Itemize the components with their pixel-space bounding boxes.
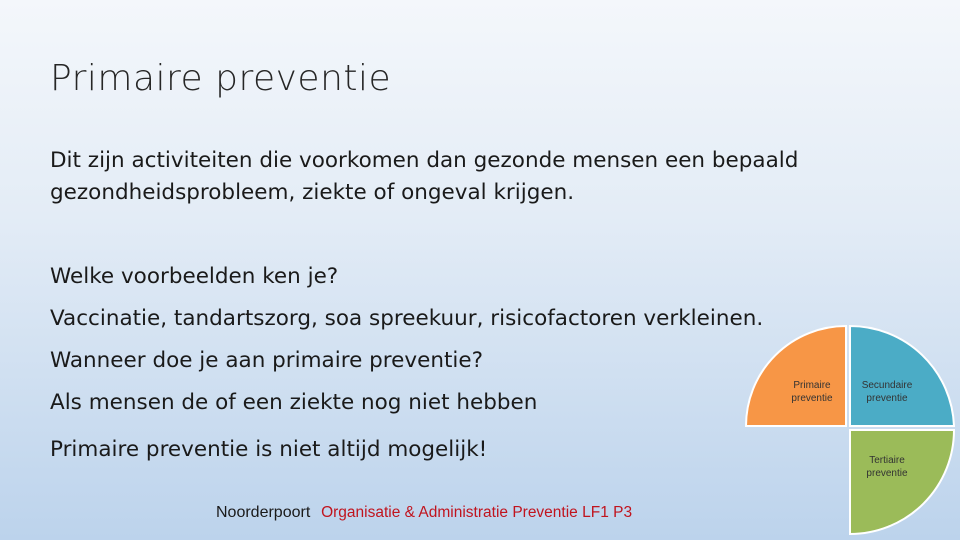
intro-line: Dit zijn activiteiten die voorkomen dan gezonde mensen een bepaald <box>50 148 799 173</box>
quadrant-tertiaire-label-2: preventie <box>866 468 908 479</box>
quadrant-primaire-label-1: Primaire <box>793 380 831 391</box>
quadrant-tertiaire-label-1: Tertiaire <box>869 455 905 466</box>
qa-paragraph <box>50 256 763 424</box>
prevention-quadrant-diagram <box>744 322 960 540</box>
footer <box>216 503 632 522</box>
quadrant-secundaire <box>850 326 954 426</box>
quadrant-secundaire-label-1: Secundaire <box>861 380 913 391</box>
slide-title: Primaire preventie <box>50 58 392 99</box>
footer-brand: Noorderpoort <box>216 504 311 521</box>
quadrant-secundaire-label-2: preventie <box>866 393 908 404</box>
question-line: Welke voorbeelden ken je? <box>50 264 339 289</box>
question-line: Wanneer doe je aan primaire preventie? <box>50 348 483 373</box>
quadrant-primaire-label-2: preventie <box>791 393 833 404</box>
footer-course: Organisatie & Administratie Preventie LF1 P3 <box>321 504 633 521</box>
answer-line: Vaccinatie, tandartszorg, soa spreekuur, risicofactoren verkleinen. <box>50 306 764 331</box>
quadrant-tertiaire <box>850 430 954 534</box>
quadrant-primaire <box>746 326 846 426</box>
intro-line: gezondheidsprobleem, ziekte of ongeval krijgen. <box>50 180 575 205</box>
answer-line: Als mensen de of een ziekte nog niet hebben <box>50 390 538 415</box>
intro-paragraph <box>50 145 798 209</box>
closing-statement: Primaire preventie is niet altijd mogelijk! <box>50 437 488 462</box>
